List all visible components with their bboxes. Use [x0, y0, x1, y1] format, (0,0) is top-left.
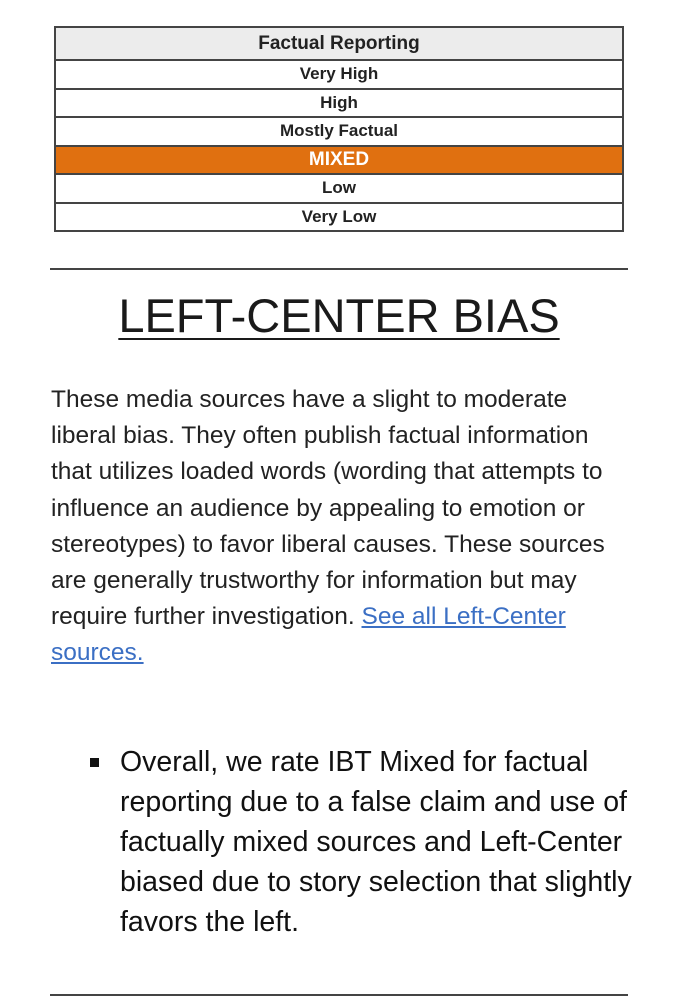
rating-row-mixed-selected: MIXED [56, 145, 622, 174]
factual-reporting-table [54, 26, 624, 232]
factual-reporting-header: Factual Reporting [56, 28, 622, 59]
see-all-left-center-link[interactable]: See all Left-Center sources. [51, 603, 566, 667]
summary-list-item [0, 742, 678, 942]
rating-row-very-low: Very Low [56, 202, 622, 231]
bias-description-text: These media sources have a slight to moderate liberal bias. They often publish factual information that utilizes loaded words (wording that attempts to influence an audience by appealing to emotion or stereotypes) to favor liberal causes. These sources are generally trustworthy for information but may require further investigation. [51, 386, 605, 631]
rating-row-very-high: Very High [56, 59, 622, 88]
summary-list [0, 742, 678, 942]
rating-row-mostly-factual: Mostly Factual [56, 116, 622, 145]
bias-title [0, 286, 678, 346]
rating-row-high: High [56, 88, 622, 117]
bias-description [51, 382, 631, 672]
rating-row-low: Low [56, 173, 622, 202]
summary-text: Overall, we rate IBT Mixed for factual reporting due to a false claim and use of factually mixed sources and Left-Center biased due to story selection that slightly favors the left. [120, 746, 632, 938]
square-bullet-icon [90, 758, 99, 767]
bias-title-text: LEFT-CENTER BIAS [118, 289, 560, 342]
section-divider-top [50, 268, 628, 270]
section-divider-bottom [50, 994, 628, 996]
